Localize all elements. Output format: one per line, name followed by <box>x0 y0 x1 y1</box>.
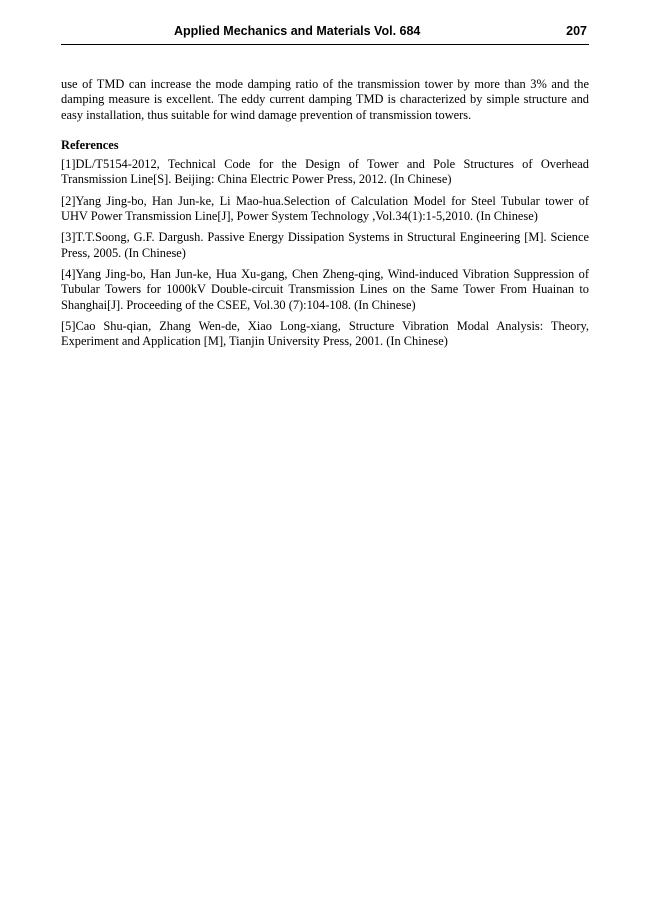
reference-item-3: [3]T.T.Soong, G.F. Dargush. Passive Energy Dissipation Systems in Structural Engineering [M]. Science Press, 2005. (In Chinese) <box>61 230 589 260</box>
page-body <box>61 77 589 355</box>
running-header <box>61 22 589 45</box>
references-heading: References <box>61 137 119 152</box>
body-paragraph: use of TMD can increase the mode damping ratio of the transmission tower by more than 3% and the damping measure is excellent. The eddy current damping TMD is characterized by simple structure and easy installation, thus suitable for wind damage prevention of transmission towers. <box>61 77 589 122</box>
journal-title: Applied Mechanics and Materials Vol. 684 <box>174 24 421 38</box>
reference-list <box>61 157 589 349</box>
reference-item-2: [2]Yang Jing-bo, Han Jun-ke, Li Mao-hua.Selection of Calculation Model for Steel Tubular tower of UHV Power Transmission Line[J], Power System Technology ,Vol.34(1):1-5,2010. (In Chinese) <box>61 193 589 224</box>
page-number: 207 <box>566 24 587 38</box>
reference-item-1: [1]DL/T5154-2012, Technical Code for the Design of Tower and Pole Structures of Overhead Transmission Line[S]. Beijing: China Electric Power Press, 2012. (In Chinese) <box>61 157 589 187</box>
reference-item-4: [4]Yang Jing-bo, Han Jun-ke, Hua Xu-gang, Chen Zheng-qing, Wind-induced Vibration Suppression of Tubular Towers for 1000kV Double-circuit Transmission Lines on the Same Tower From Huainan to Shanghai[J]. Proceeding of the CSEE, Vol.30 (7):104-108. (In Chinese) <box>61 266 589 312</box>
reference-item-5: [5]Cao Shu-qian, Zhang Wen-de, Xiao Long-xiang, Structure Vibration Modal Analysis: Theory, Experiment and Application [M], Tianjin University Press, 2001. (In Chinese) <box>61 318 589 349</box>
